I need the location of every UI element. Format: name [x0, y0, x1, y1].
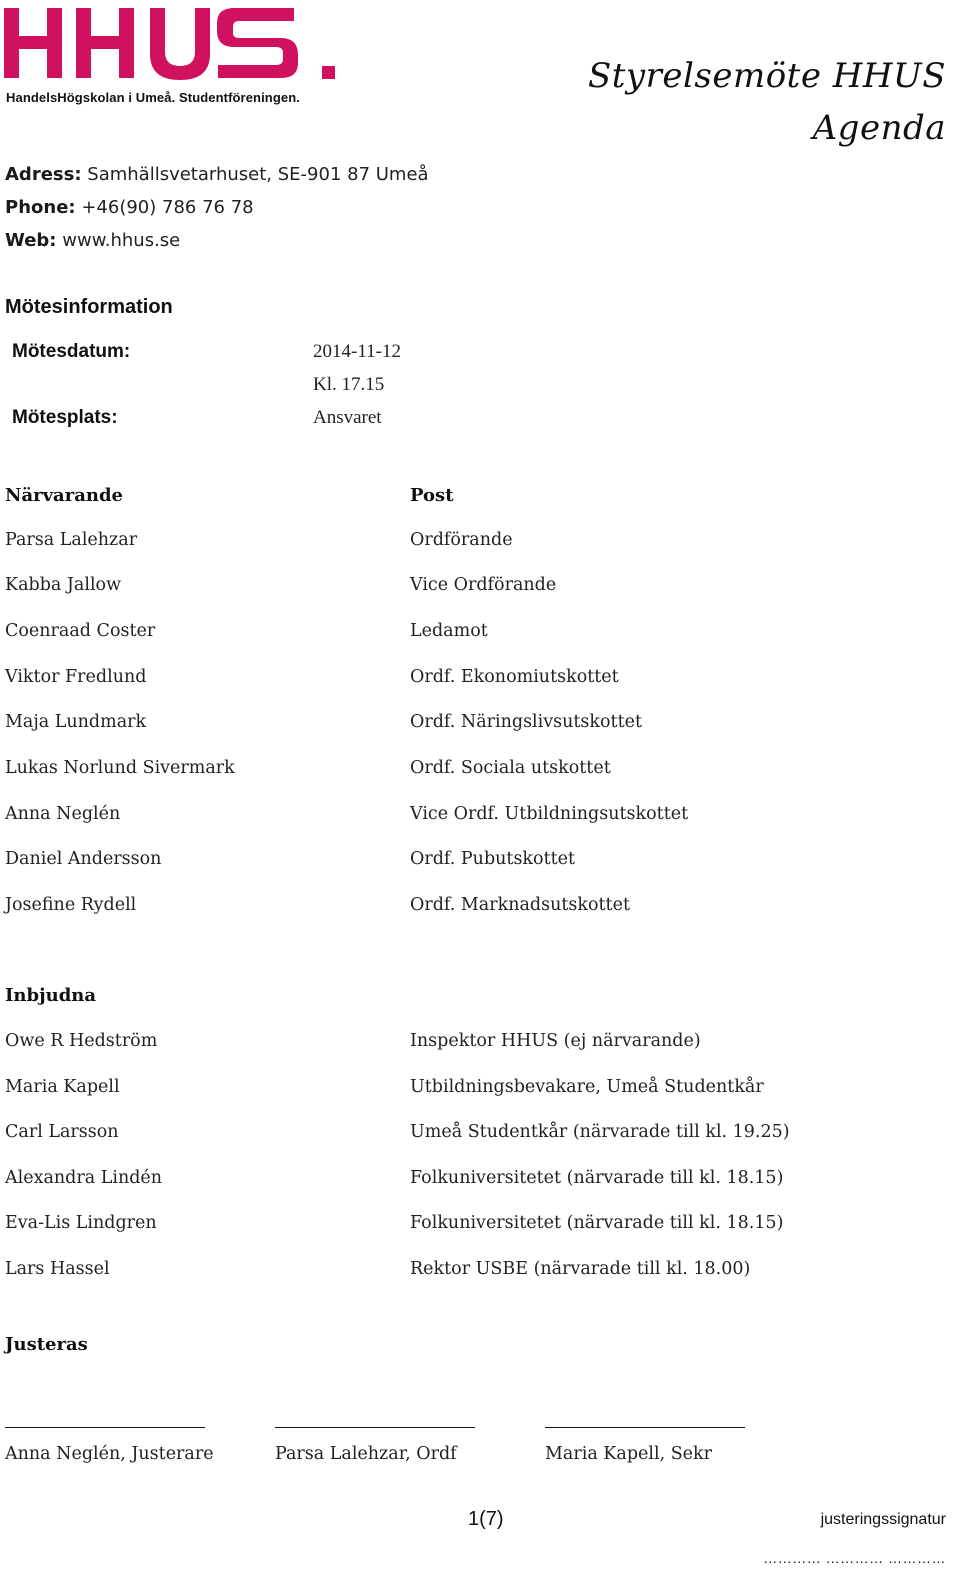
meeting-place-label: Mötesplats:: [12, 407, 118, 428]
attendee-name: Josefine Rydell: [5, 895, 137, 915]
invited-name: Lars Hassel: [5, 1259, 110, 1279]
footer-signature-label: justeringssignatur: [820, 1511, 946, 1528]
attendee-post: Vice Ordförande: [410, 575, 557, 595]
attendee-name: Anna Neglén: [5, 804, 121, 824]
address-label: Adress:: [5, 164, 82, 185]
attendees-heading: Närvarande: [5, 485, 123, 506]
invited-role: Rektor USBE (närvarade till kl. 18.00): [410, 1259, 751, 1279]
invited-heading: Inbjudna: [5, 985, 97, 1006]
invited-name: Eva-Lis Lindgren: [5, 1213, 157, 1233]
document-subtitle: Agenda: [812, 108, 946, 148]
signature-line: [275, 1427, 475, 1428]
attendee-name: Coenraad Coster: [5, 621, 156, 641]
attendee-name: Viktor Fredlund: [5, 667, 147, 687]
attendee-post: Ordf. Ekonomiutskottet: [410, 667, 619, 687]
hhus-logo-mark: [4, 6, 339, 84]
page-number: 1(7): [468, 1508, 504, 1530]
footer-signature-dots: ………… ………… …………: [763, 1550, 946, 1566]
invited-name: Owe R Hedström: [5, 1031, 158, 1051]
attendee-post: Ordf. Pubutskottet: [410, 849, 576, 869]
meeting-date-value: 2014-11-12: [313, 341, 401, 362]
post-heading: Post: [410, 485, 454, 506]
signature-label: Maria Kapell, Sekr: [545, 1444, 713, 1464]
invited-name: Maria Kapell: [5, 1077, 120, 1097]
attendee-name: Kabba Jallow: [5, 575, 122, 595]
invited-name: Carl Larsson: [5, 1122, 119, 1142]
hhus-logo: [4, 6, 339, 105]
attendee-post: Vice Ordf. Utbildningsutskottet: [410, 804, 689, 824]
meeting-time-value: Kl. 17.15: [313, 374, 385, 395]
attendee-name: Maja Lundmark: [5, 712, 147, 732]
document-title: Styrelsemöte HHUS: [587, 56, 946, 96]
web-value: www.hhus.se: [62, 230, 181, 251]
invited-role: Utbildningsbevakare, Umeå Studentkår: [410, 1077, 764, 1097]
web-label: Web:: [5, 230, 57, 251]
attendee-post: Ordförande: [410, 530, 513, 550]
attendee-post: Ordf. Sociala utskottet: [410, 758, 611, 778]
signature-line: [5, 1427, 205, 1428]
attendee-name: Daniel Andersson: [5, 849, 162, 869]
signature-label: Anna Neglén, Justerare: [5, 1444, 214, 1464]
invited-role: Folkuniversitetet (närvarade till kl. 18.15): [410, 1213, 784, 1233]
invited-role: Folkuniversitetet (närvarade till kl. 18.15): [410, 1168, 784, 1188]
address-value: Samhällsvetarhuset, SE-901 87 Umeå: [87, 164, 429, 185]
meeting-info-heading: Mötesinformation: [5, 296, 173, 318]
invited-role: Umeå Studentkår (närvarade till kl. 19.25): [410, 1122, 790, 1142]
contact-phone: [5, 197, 254, 218]
meeting-place-value: Ansvaret: [313, 407, 382, 428]
attendee-post: Ordf. Näringslivsutskottet: [410, 712, 642, 732]
contact-web: [5, 230, 180, 251]
attendee-name: Parsa Lalehzar: [5, 530, 138, 550]
logo-tagline: HandelsHögskolan i Umeå. Studentföreningen.: [6, 90, 300, 105]
contact-address: [5, 164, 429, 185]
meeting-date-label: Mötesdatum:: [12, 341, 131, 362]
attendee-post: Ledamot: [410, 621, 488, 641]
invited-role: Inspektor HHUS (ej närvarande): [410, 1031, 701, 1051]
invited-name: Alexandra Lindén: [5, 1168, 163, 1188]
attendee-post: Ordf. Marknadsutskottet: [410, 895, 630, 915]
attendee-name: Lukas Norlund Sivermark: [5, 758, 235, 778]
signatures-heading: Justeras: [5, 1334, 88, 1355]
signature-label: Parsa Lalehzar, Ordf: [275, 1444, 457, 1464]
signature-line: [545, 1427, 745, 1428]
phone-label: Phone:: [5, 197, 76, 218]
phone-value: +46(90) 786 76 78: [81, 197, 254, 218]
